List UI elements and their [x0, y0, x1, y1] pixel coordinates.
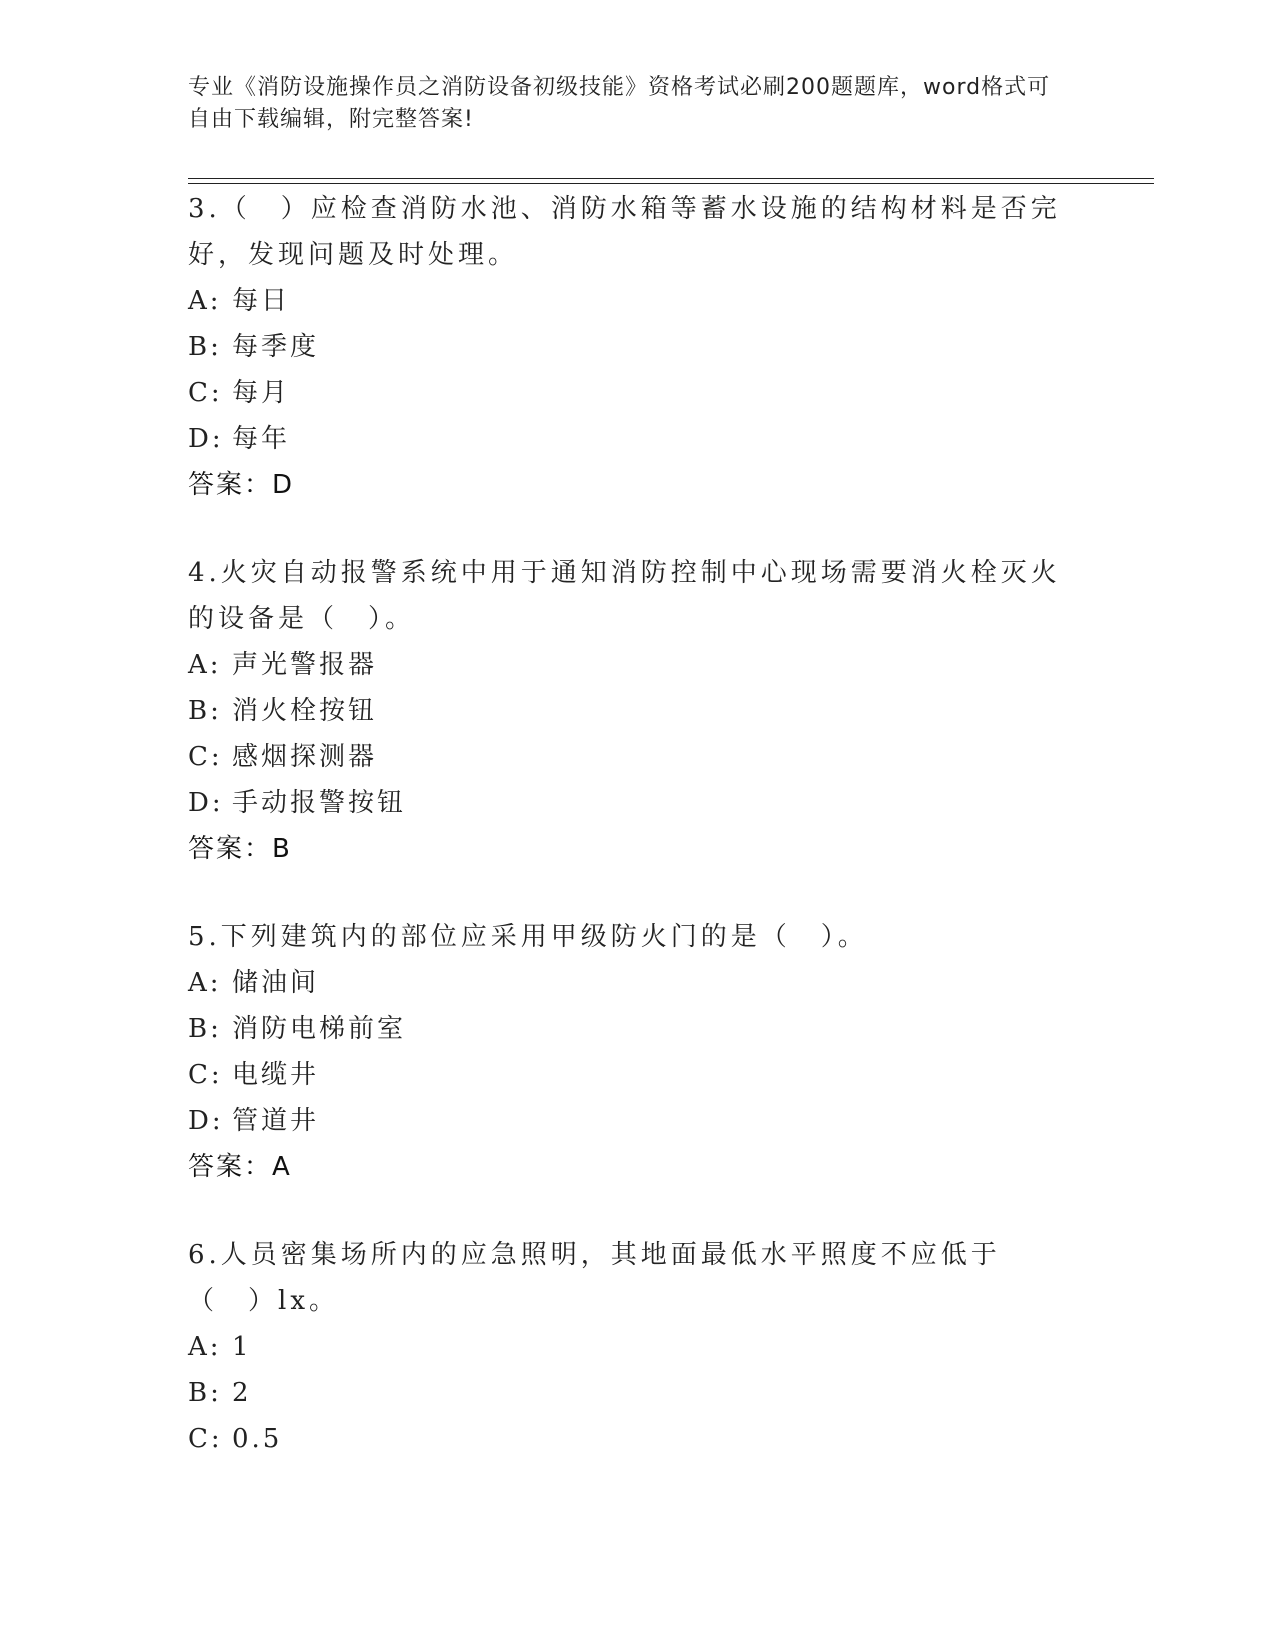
option-text: 消防电梯前室: [232, 1014, 407, 1044]
option-text: 储油间: [232, 968, 320, 998]
option-d: [188, 780, 1068, 826]
option-c: [188, 1416, 1068, 1462]
question-list: [188, 186, 1068, 1504]
option-text: 手动报警按钮: [232, 788, 407, 818]
option-letter: D:: [188, 788, 224, 818]
option-text: 声光警报器: [232, 650, 378, 680]
option-a: [188, 1324, 1068, 1370]
option-letter: A:: [188, 650, 222, 680]
option-letter: C:: [188, 742, 223, 772]
header-divider-top: [188, 178, 1154, 179]
question-text: 5.下列建筑内的部位应采用甲级防火门的是（ ）。: [188, 922, 868, 952]
option-b: [188, 324, 1068, 370]
option-letter: B:: [188, 1014, 222, 1044]
option-letter: A:: [188, 1332, 222, 1362]
question-text: 6.人员密集场所内的应急照明，其地面最低水平照度不应低于（ ）lx。: [188, 1240, 1001, 1316]
option-letter: C:: [188, 378, 223, 408]
option-d: [188, 416, 1068, 462]
option-letter: A:: [188, 286, 222, 316]
option-letter: A:: [188, 968, 222, 998]
option-letter: C:: [188, 1060, 223, 1090]
option-b: [188, 1006, 1068, 1052]
option-text: 感烟探测器: [232, 742, 378, 772]
answer-line: 答案：A: [188, 1152, 292, 1182]
option-text: 0.5: [232, 1424, 283, 1454]
question-text: 3.（ ）应检查消防水池、消防水箱等蓄水设施的结构材料是否完好，发现问题及时处理。: [188, 194, 1061, 270]
option-letter: B:: [188, 332, 222, 362]
question-4: [188, 550, 1068, 872]
option-d: [188, 1098, 1068, 1144]
option-text: 消火栓按钮: [232, 696, 378, 726]
option-text: 2: [232, 1378, 252, 1408]
option-b: [188, 688, 1068, 734]
option-c: [188, 370, 1068, 416]
option-text: 电缆井: [232, 1060, 320, 1090]
question-6: [188, 1232, 1068, 1462]
answer-line: 答案：B: [188, 834, 292, 864]
header-divider-bottom: [188, 183, 1154, 184]
option-c: [188, 734, 1068, 780]
option-text: 1: [232, 1332, 252, 1362]
option-letter: D:: [188, 1106, 224, 1136]
option-a: [188, 960, 1068, 1006]
option-letter: D:: [188, 424, 224, 454]
option-text: 每季度: [232, 332, 320, 362]
document-header: 专业《消防设施操作员之消防设备初级技能》资格考试必刷200题题库，word格式可自由下载编辑，附完整答案!: [188, 75, 1051, 132]
option-a: [188, 278, 1068, 324]
option-letter: B:: [188, 696, 222, 726]
question-text: 4.火灾自动报警系统中用于通知消防控制中心现场需要消火栓灭火的设备是（ ）。: [188, 558, 1061, 634]
question-3: [188, 186, 1068, 508]
option-text: 每日: [232, 286, 291, 316]
option-text: 每年: [232, 424, 291, 454]
option-text: 管道井: [232, 1106, 320, 1136]
question-5: [188, 914, 1068, 1190]
option-c: [188, 1052, 1068, 1098]
option-letter: C:: [188, 1424, 223, 1454]
option-a: [188, 642, 1068, 688]
option-b: [188, 1370, 1068, 1416]
answer-line: 答案：D: [188, 470, 295, 500]
option-letter: B:: [188, 1378, 222, 1408]
option-text: 每月: [232, 378, 291, 408]
